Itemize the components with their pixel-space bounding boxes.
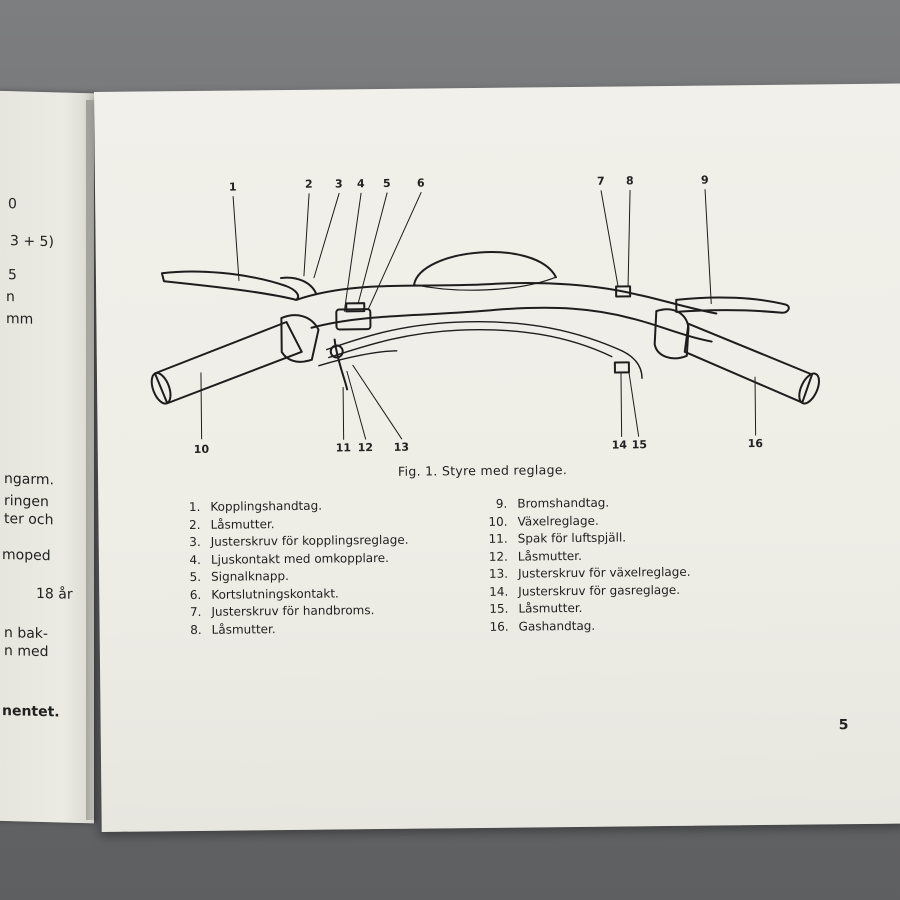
legend-number: 13. [488, 566, 509, 581]
legend-label: Kortslutningskontakt. [211, 585, 339, 602]
leader-line [201, 373, 202, 439]
leader-line [233, 196, 239, 280]
callout-10: 10 [193, 442, 210, 456]
left-page-fragment: n med [4, 643, 49, 661]
legend-label: Spak för luftspjäll. [517, 530, 627, 546]
legend-number: 11. [488, 531, 508, 546]
left-page-fragment: 0 [8, 196, 17, 213]
legend-number: 3. [189, 534, 201, 550]
leader-line [303, 194, 310, 276]
legend-right-column [483, 494, 691, 636]
handlebar-illustration [94, 84, 900, 832]
callout-8: 8 [625, 174, 634, 188]
throttle-adjuster-14-15 [615, 362, 629, 372]
legend-item [484, 546, 691, 566]
legend-item [483, 494, 690, 514]
legend-item [483, 511, 690, 531]
legend-label: Justerskruv för handbroms. [211, 603, 375, 619]
callout-3: 3 [334, 177, 343, 191]
leader-line [601, 191, 618, 287]
leader-line [367, 193, 422, 310]
throttle-grip-16 [684, 322, 812, 403]
page-number: 5 [838, 717, 849, 734]
legend-label: Kopplingshandtag. [210, 498, 323, 514]
leader-line [629, 372, 639, 436]
legend-label: Låsmutter. [518, 600, 583, 616]
handlebar-figure [94, 84, 900, 832]
legend-item [178, 619, 410, 639]
legend-number: 10. [488, 514, 508, 529]
legend-label: Bromshandtag. [517, 495, 610, 511]
legend-number: 9. [495, 496, 508, 511]
leader-line [621, 372, 622, 436]
legend-label: Gashandtag. [518, 618, 596, 634]
legend-label: Justerskruv för kopplingsreglage. [210, 532, 409, 549]
legend-label: Låsmutter. [211, 621, 276, 637]
legend-item [484, 599, 691, 619]
left-page [0, 91, 94, 824]
legend-item [485, 616, 692, 636]
callout-11: 11 [335, 441, 352, 455]
legend-item [484, 529, 691, 549]
leader-line [343, 193, 362, 311]
legend-label: Ljuskontakt med omkopplare. [210, 550, 390, 567]
legend-number: 15. [489, 601, 509, 616]
left-page-fragment: 18 år [36, 585, 73, 603]
right-page [94, 84, 900, 832]
leader-line [627, 190, 631, 286]
headlamp-outline [414, 251, 556, 284]
leader-line [755, 377, 756, 435]
legend-item [484, 564, 691, 584]
leader-line [347, 371, 366, 439]
legend-left-column [176, 497, 409, 639]
legend-number: 6. [189, 587, 202, 602]
callout-5: 5 [382, 176, 391, 190]
callout-12: 12 [357, 441, 374, 455]
legend-number: 8. [190, 622, 202, 637]
left-page-fragment: ter och [4, 511, 54, 529]
figure-caption: Fig. 1. Styre med reglage. [397, 462, 568, 479]
legend-label: Låsmutter. [210, 516, 275, 532]
callout-13: 13 [393, 440, 410, 454]
leader-line [313, 193, 340, 277]
callout-4: 4 [356, 177, 365, 191]
leader-line [353, 365, 402, 439]
leader-line [343, 387, 344, 439]
left-page-fragment: mm [6, 311, 34, 328]
legend-number: 4. [189, 552, 201, 567]
left-page-fragment: n bak- [4, 625, 48, 643]
legend-label: Växelreglage. [517, 513, 599, 529]
left-page-fragment: ringen [4, 493, 49, 511]
legend-item [484, 581, 691, 601]
callout-2: 2 [304, 177, 313, 191]
legend-number: 2. [189, 517, 201, 532]
callout-7: 7 [596, 174, 605, 188]
legend-label: Justerskruv för växelreglage. [517, 564, 691, 581]
left-page-fragment: moped [2, 546, 51, 565]
callout-14: 14 [611, 438, 628, 452]
legend-label: Justerskruv för gasreglage. [518, 582, 681, 599]
legend-number: 14. [489, 584, 509, 599]
left-page-fragment: 5 [8, 267, 17, 284]
brake-lever-9 [676, 297, 789, 314]
callout-1: 1 [228, 180, 237, 194]
callout-6: 6 [416, 176, 425, 190]
legend-number: 16. [489, 619, 509, 634]
legend-item [177, 549, 409, 569]
legend-number: 5. [189, 569, 202, 585]
clutch-lever-1 [162, 270, 298, 301]
legend-number: 7. [189, 604, 202, 620]
left-page-fragment: 3 + 5) [10, 233, 54, 251]
left-page-fragment: nentet. [2, 702, 60, 721]
callout-9: 9 [700, 173, 709, 187]
right-grip-end-cap [795, 371, 823, 407]
left-grip-10 [154, 322, 302, 404]
callout-15: 15 [631, 438, 648, 452]
legend-label: Signalknapp. [211, 568, 289, 584]
legend-number: 12. [488, 549, 508, 564]
left-page-fragment: n [6, 289, 15, 306]
legend-label: Låsmutter. [517, 548, 582, 564]
leader-line [705, 190, 711, 304]
callout-16: 16 [747, 437, 764, 451]
legend-number: 1. [188, 499, 201, 515]
left-page-fragment: ngarm. [4, 471, 54, 489]
